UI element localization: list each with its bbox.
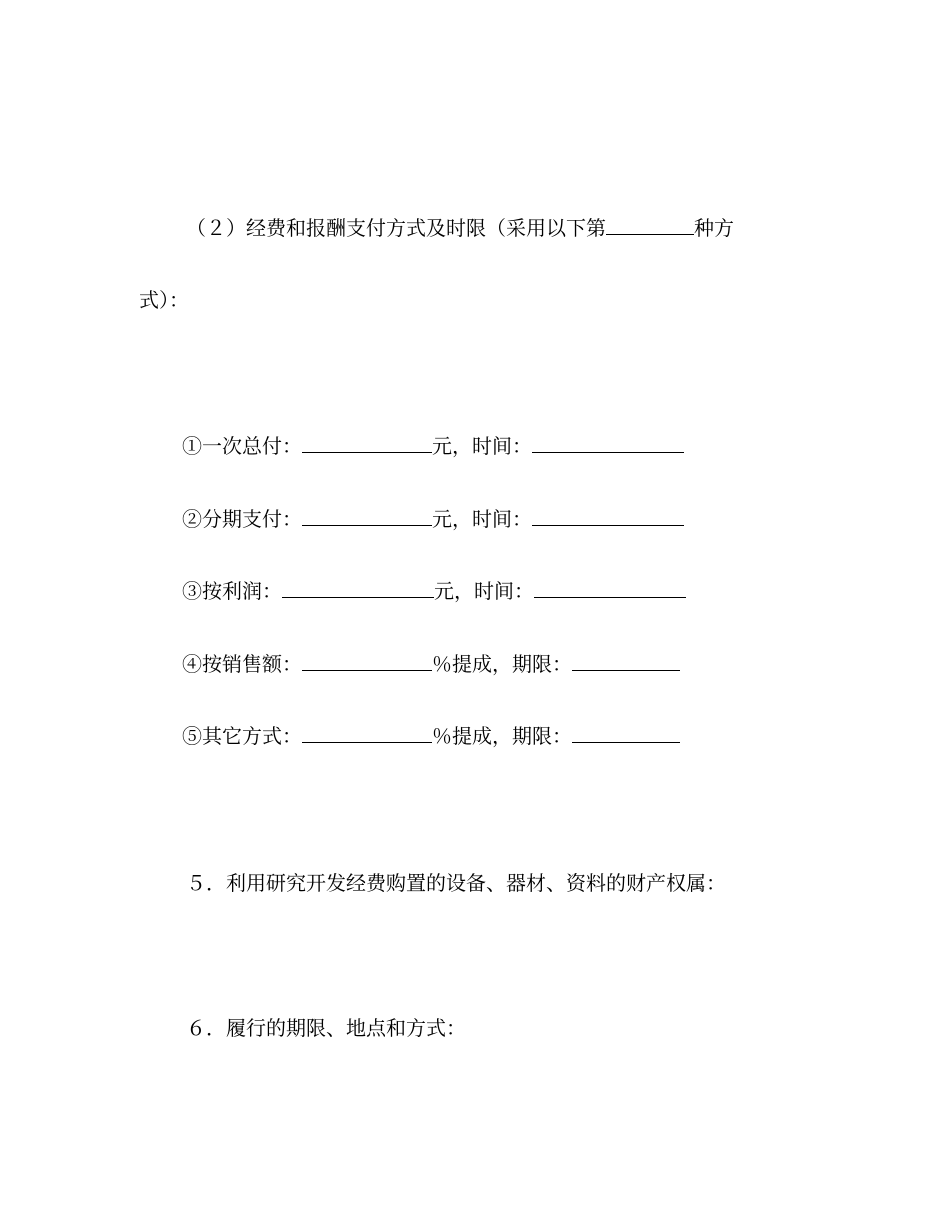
payment-option-profit: [182, 577, 686, 605]
payment-option-sales: [182, 650, 680, 678]
time-blank[interactable]: [534, 577, 686, 598]
amount-blank[interactable]: [302, 505, 432, 526]
option-label: ④按销售额：: [182, 652, 302, 676]
percentage-blank[interactable]: [302, 650, 432, 671]
option-label: ③按利润：: [182, 579, 282, 603]
amount-blank[interactable]: [302, 432, 432, 453]
clause-5: ５．利用研究开发经费购置的设备、器材、资料的财产权属：: [186, 871, 726, 895]
option-label: ②分期支付：: [182, 507, 302, 531]
option-unit: 元，时间：: [432, 434, 532, 458]
time-blank[interactable]: [532, 432, 684, 453]
time-blank[interactable]: [532, 505, 684, 526]
percentage-blank[interactable]: [302, 722, 432, 743]
amount-blank[interactable]: [282, 577, 434, 598]
payment-option-installments: [182, 505, 684, 533]
clause-6: ６．履行的期限、地点和方式：: [186, 1016, 466, 1040]
payment-option-other: [182, 722, 680, 750]
payment-option-lump-sum: [182, 432, 684, 460]
section-2-lead: （２）经费和报酬支付方式及时限（采用以下第: [186, 216, 606, 240]
term-blank[interactable]: [572, 650, 680, 671]
option-label: ⑤其它方式：: [182, 724, 302, 748]
option-unit: 元，时间：: [432, 507, 532, 531]
section-2-tail: 种方: [694, 216, 734, 240]
section-2-heading: [186, 214, 734, 242]
option-label: ①一次总付：: [182, 434, 302, 458]
method-number-blank[interactable]: [606, 214, 694, 235]
option-unit: ％提成，期限：: [432, 652, 572, 676]
option-unit: ％提成，期限：: [432, 724, 572, 748]
section-2-continuation: 式）：: [139, 288, 189, 312]
option-unit: 元，时间：: [434, 579, 534, 603]
term-blank[interactable]: [572, 722, 680, 743]
